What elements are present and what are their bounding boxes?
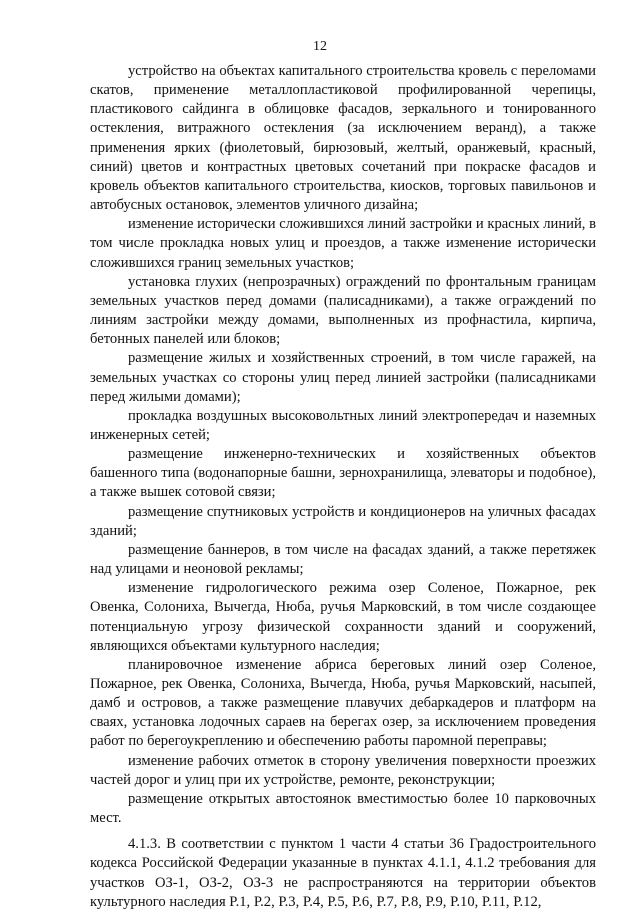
paragraph: планировочное изменение абриса береговых линий озер Соленое, Пожарное, рек Овенка, Солониха, Вычегда, Нюба, ручья Марковский, насыпей, дамб и островов, а также размещение плавучих дебаркадеров и платформ на сваях, установка лодочных сараев на берегах озер, за исключением проведения работ по берегоукреплению и обеспечению работы паромной переправы; <box>90 656 596 750</box>
paragraph: размещение инженерно-технических и хозяйственных объектов башенного типа (водонапорные башни, зернохранилища, элеваторы и подобное), а также вышек сотовой связи; <box>90 446 596 501</box>
document-body <box>90 62 596 912</box>
paragraph: изменение гидрологического режима озер Соленое, Пожарное, рек Овенка, Солониха, Вычегда, Нюба, ручья Марковский, в том числе создающее потенциальную угрозу физической сохранности зданий и сооружений, являющихся объектами культурного наследия; <box>90 580 596 654</box>
paragraph: размещение спутниковых устройств и кондиционеров на уличных фасадах зданий; <box>90 503 596 539</box>
paragraph: размещение баннеров, в том числе на фасадах зданий, а также перетяжек над улицами и неоновой рекламы; <box>90 541 596 578</box>
paragraph: установка глухих (непрозрачных) ограждений по фронтальным границам земельных участков перед домами (палисадниками), а также ограждений по линиям застройки между домами, выполненных из профнастила, кирпича, бетонных панелей или блоков; <box>90 273 596 348</box>
page-number: 12 <box>313 39 327 54</box>
paragraph: размещение жилых и хозяйственных строений, в том числе гаражей, на земельных участках со стороны улиц перед линией застройки (палисадниками перед жилыми домами); <box>90 350 596 405</box>
paragraph: устройство на объектах капитального строительства кровель с переломами скатов, применение металлопластиковой профилированной черепицы, пластикового сайдинга в облицовке фасадов, зеркального и тонированного остекления, витражного остекления (за исключением веранд), а также применения ярких (фиолетовый, бирюзовый, желтый, оранжевый, красный, синий) цветов и контрастных цветовых сочетаний при покраске фасадов и кровель объектов капитального строительства, киосков, торговых павильонов и автобусных остановок, элементов уличного дизайна; <box>90 63 596 214</box>
paragraph: размещение открытых автостоянок вместимостью более 10 парковочных мест. <box>90 790 596 827</box>
paragraph: изменение исторически сложившихся линий застройки и красных линий, в том числе прокладка новых улиц и проездов, а также изменение исторически сложившихся границ земельных участков; <box>90 216 596 271</box>
paragraph: изменение рабочих отметок в сторону увеличения поверхности проезжих частей дорог и улиц при их устройстве, ремонте, реконструкции; <box>90 752 596 788</box>
section-paragraph-4-1-3: 4.1.3. В соответствии с пунктом 1 части 4 статьи 36 Градостроительного кодекса Российской Федерации указанные в пунктах 4.1.1, 4.1.2 требования для участков ОЗ-1, ОЗ-2, ОЗ-3 не распространяются на территории объектов культурного наследия Р.1, Р.2, Р.3, Р.4, Р.5, Р.6, Р.7, Р.8, Р.9, Р.10, Р.11, Р.12, <box>90 836 596 910</box>
paragraph: прокладка воздушных высоковольтных линий электропередач и наземных инженерных сетей; <box>90 407 596 443</box>
